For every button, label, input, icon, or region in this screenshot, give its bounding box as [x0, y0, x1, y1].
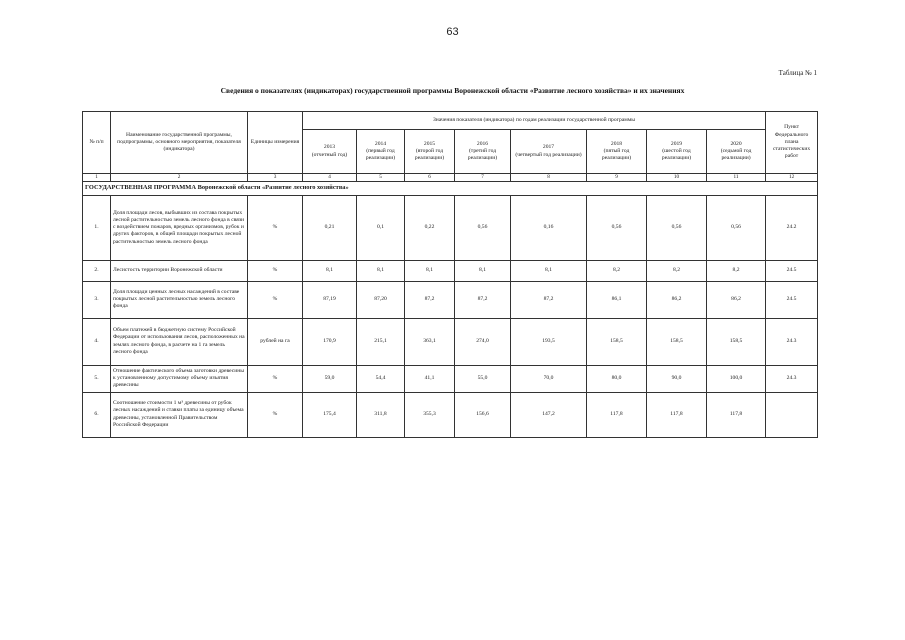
section-title	[83, 181, 818, 195]
value-cell: 55,0	[455, 365, 511, 392]
value-cell: 117,8	[707, 392, 766, 437]
value-cell: 41,1	[405, 365, 455, 392]
section-row	[83, 181, 818, 195]
indicator-name: Отношение фактического объема заготовки древесины к установленному допустимому объему изъятия древесины	[111, 365, 248, 392]
header-year: 2015 (второй год реализации)	[405, 130, 455, 174]
indicators-table	[82, 111, 818, 438]
value-cell: 8,2	[587, 260, 647, 281]
table-row	[83, 195, 818, 260]
header-year: 2016 (третий год реализации)	[455, 130, 511, 174]
header-year: 2020 (седьмой год реализации)	[707, 130, 766, 174]
page-number: 63	[446, 26, 459, 38]
plan-item-cell: 24.5	[766, 281, 818, 318]
value-cell: 8,1	[455, 260, 511, 281]
value-cell: 70,0	[511, 365, 587, 392]
value-cell: 170,9	[303, 318, 357, 365]
value-cell: 87,20	[357, 281, 405, 318]
value-cell: 86,2	[647, 281, 707, 318]
value-cell: 100,0	[707, 365, 766, 392]
column-number-row	[83, 174, 818, 182]
header-year: 2018 (пятый год реализации)	[587, 130, 647, 174]
column-number: 3	[248, 174, 303, 182]
header-values-group: Значения показателя (индикатора) по годам реализации государственной программы	[303, 112, 766, 130]
table-row	[83, 260, 818, 281]
header-plan-item: Пункт Федерального плана статистических работ	[766, 112, 818, 174]
row-number: 1.	[83, 195, 111, 260]
value-cell: 8,2	[707, 260, 766, 281]
value-cell: 158,5	[707, 318, 766, 365]
indicator-name: Лесистость территории Воронежской области	[111, 260, 248, 281]
row-number: 5.	[83, 365, 111, 392]
table-row	[83, 281, 818, 318]
value-cell: 0,56	[647, 195, 707, 260]
value-cell: 363,1	[405, 318, 455, 365]
indicator-name: Объем платежей в бюджетную систему Российской Федерации от использования лесов, расположенных на землях лесного фонда, в расчете на 1 га земель лесного фонда	[111, 318, 248, 365]
column-number: 8	[511, 174, 587, 182]
value-cell: 87,2	[511, 281, 587, 318]
value-cell: 59,0	[303, 365, 357, 392]
value-cell: 117,8	[647, 392, 707, 437]
value-cell: 8,1	[357, 260, 405, 281]
value-cell: 158,5	[647, 318, 707, 365]
indicator-name: Соотношение стоимости 1 м³ древесины от рубок лесных насаждений и ставки платы за единицу объема древесины, установленной Правительством Российской Федерации	[111, 392, 248, 437]
header-year: 2013 (отчетный год)	[303, 130, 357, 174]
value-cell: 0,56	[707, 195, 766, 260]
value-cell: 86,1	[587, 281, 647, 318]
indicator-unit: %	[248, 392, 303, 437]
value-cell: 158,5	[587, 318, 647, 365]
indicator-unit: %	[248, 195, 303, 260]
value-cell: 87,19	[303, 281, 357, 318]
value-cell: 8,1	[511, 260, 587, 281]
column-number: 7	[455, 174, 511, 182]
table-row	[83, 318, 818, 365]
table-row	[83, 365, 818, 392]
value-cell: 90,0	[647, 365, 707, 392]
column-number: 5	[357, 174, 405, 182]
value-cell: 86,2	[707, 281, 766, 318]
value-cell: 355,3	[405, 392, 455, 437]
value-cell: 117,8	[587, 392, 647, 437]
indicator-unit: рублей на га	[248, 318, 303, 365]
column-number: 6	[405, 174, 455, 182]
indicator-unit: %	[248, 281, 303, 318]
value-cell: 8,1	[303, 260, 357, 281]
value-cell: 87,2	[405, 281, 455, 318]
value-cell: 87,2	[455, 281, 511, 318]
indicator-name: Доля площади лесов, выбывших из состава покрытых лесной растительностью земель лесного фонда в связи с воздействием пожаров, вредных организмов, рубок и других факторов, в общей площади покрытых лесной растительностью земель лесного фонда	[111, 195, 248, 260]
row-number: 2.	[83, 260, 111, 281]
value-cell: 54,4	[357, 365, 405, 392]
indicator-unit: %	[248, 260, 303, 281]
value-cell: 215,1	[357, 318, 405, 365]
indicator-unit: %	[248, 365, 303, 392]
section-program-name: Воронежской области «Развитие лесного хозяйства»	[197, 184, 349, 192]
header-name: Наименование государственной программы, подпрограммы, основного мероприятия, показателя (индикатора)	[111, 112, 248, 174]
header-year: 2014 (первый год реализации)	[357, 130, 405, 174]
table-label: Таблица № 1	[778, 69, 817, 77]
indicator-name: Доля площади ценных лесных насаждений в составе покрытых лесной растительностью земель лесного фонда	[111, 281, 248, 318]
value-cell: 193,5	[511, 318, 587, 365]
plan-item-cell: 24.3	[766, 318, 818, 365]
value-cell: 0,56	[587, 195, 647, 260]
column-number: 11	[707, 174, 766, 182]
plan-item-cell: 24.5	[766, 260, 818, 281]
section-program-label: ГОСУДАРСТВЕННАЯ ПРОГРАММА	[85, 184, 196, 192]
column-number: 2	[111, 174, 248, 182]
value-cell: 0,56	[455, 195, 511, 260]
value-cell: 274,0	[455, 318, 511, 365]
row-number: 3.	[83, 281, 111, 318]
value-cell: 0,22	[405, 195, 455, 260]
header-num: № п/п	[83, 112, 111, 174]
value-cell: 0,16	[511, 195, 587, 260]
column-number: 12	[766, 174, 818, 182]
value-cell: 175,4	[303, 392, 357, 437]
header-year: 2017 (четвертый год реализации)	[511, 130, 587, 174]
value-cell: 311,8	[357, 392, 405, 437]
value-cell: 0,1	[357, 195, 405, 260]
column-number: 9	[587, 174, 647, 182]
column-number: 10	[647, 174, 707, 182]
plan-item-cell	[766, 392, 818, 437]
plan-item-cell: 24.2	[766, 195, 818, 260]
header-row-top	[83, 112, 818, 130]
row-number: 6.	[83, 392, 111, 437]
column-number: 1	[83, 174, 111, 182]
header-year: 2019 (шестой год реализации)	[647, 130, 707, 174]
value-cell: 156,6	[455, 392, 511, 437]
value-cell: 147,2	[511, 392, 587, 437]
document-title: Сведения о показателях (индикаторах) государственной программы Воронежской области «Развитие лесного хозяйства» и их значениях	[220, 86, 685, 95]
value-cell: 80,0	[587, 365, 647, 392]
row-number: 4.	[83, 318, 111, 365]
value-cell: 0,21	[303, 195, 357, 260]
value-cell: 8,1	[405, 260, 455, 281]
table-row	[83, 392, 818, 437]
column-number: 4	[303, 174, 357, 182]
plan-item-cell: 24.3	[766, 365, 818, 392]
header-unit: Единицы измерения	[248, 112, 303, 174]
value-cell: 8,2	[647, 260, 707, 281]
